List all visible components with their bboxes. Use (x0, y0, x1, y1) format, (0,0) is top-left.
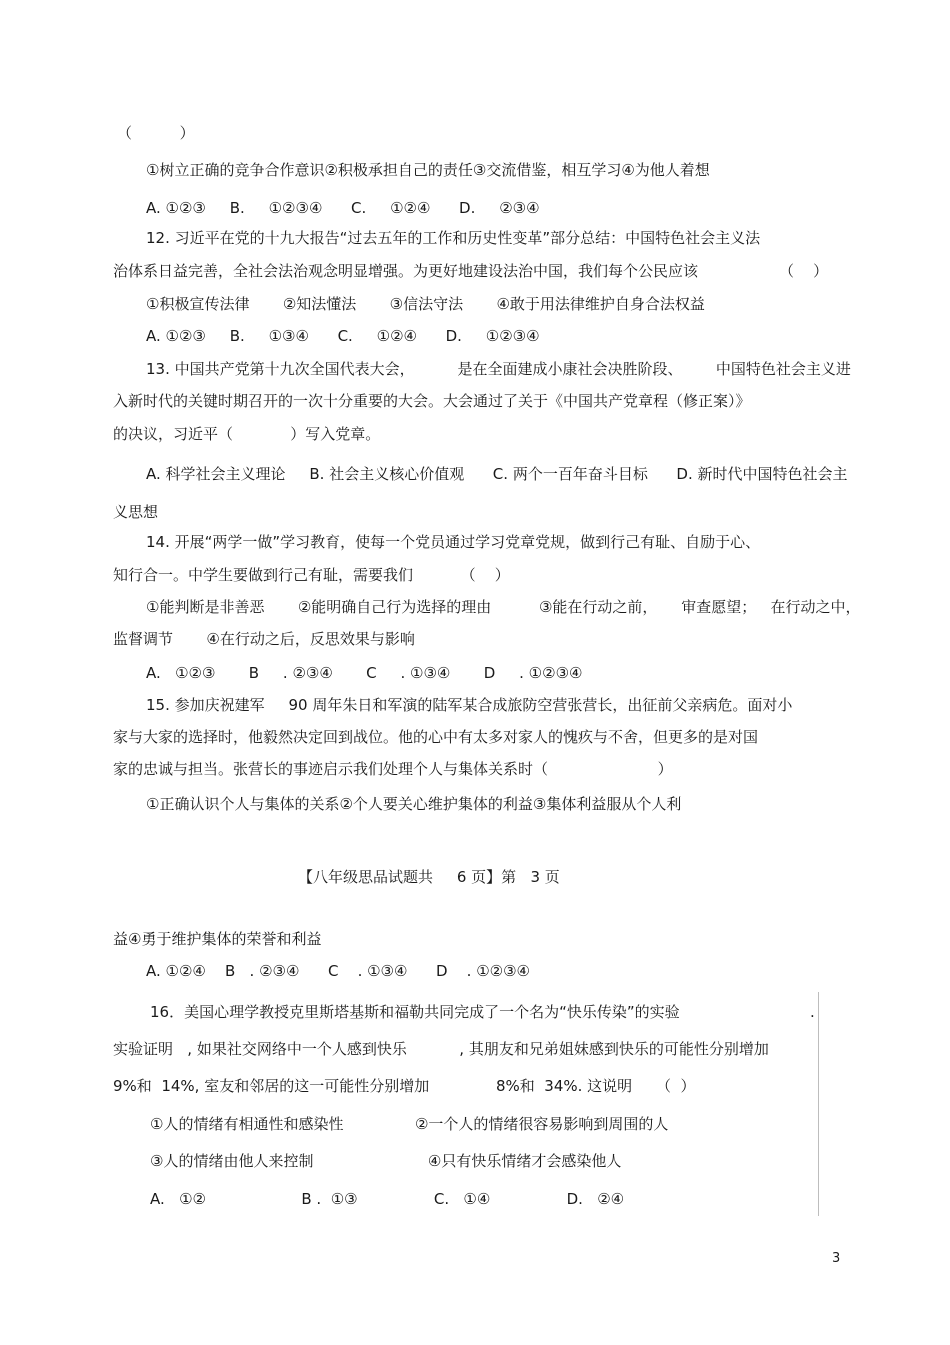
q12-statements: ①积极宣传法律 ②知法懂法 ③信法守法 ④敢于用法律维护自身合法权益 (146, 295, 705, 313)
q16-stem-dot: . (810, 1003, 815, 1021)
page-footer: 【八年级思品试题共 6 页】第 3 页 (298, 868, 560, 886)
q16-stem-line1: 16．美国心理学教授克里斯塔基斯和福勒共同完成了一个名为“快乐传染”的实验 (150, 1003, 680, 1021)
q11-options: A. ①②③ B. ①②③④ C. ①②④ D. ②③④ (146, 199, 540, 217)
page-number: 3 (832, 1251, 841, 1266)
answer-blank-q11: （ ） (117, 124, 195, 142)
q16-statements-line1: ①人的情绪有相通性和感染性 ②一个人的情绪很容易影响到周围的人 (150, 1115, 669, 1133)
q16-stem-line3: 9%和 14%, 室友和邻居的这一可能性分别增加 8%和 34%. 这说明 （ ） (113, 1077, 696, 1095)
frame-border (818, 992, 819, 1216)
q13-stem-line1: 13. 中国共产党第十九次全国代表大会， 是在全面建成小康社会决胜阶段、 中国特色社会主义进 (146, 360, 851, 378)
q15-stem-line1: 15. 参加庆祝建军 90 周年朱日和军演的陆军某合成旅防空营张营长，出征前父亲病危。面对小 (146, 696, 793, 714)
q15-statements-line2: 益④勇于维护集体的荣誉和利益 (113, 930, 322, 948)
q14-statements-line1: ①能判断是非善恶 ②能明确自己行为选择的理由 ③能在行动之前， 审查愿望； 在行动之中， (146, 598, 861, 616)
q14-stem-line1: 14. 开展“两学一做”学习教育，使每一个党员通过学习党章党规，做到行己有耻、自励于心、 (146, 533, 761, 551)
q12-options: A. ①②③ B. ①③④ C. ①②④ D. ①②③④ (146, 327, 540, 345)
q15-options: A. ①②④ B . ②③④ C . ①③④ D . ①②③④ (146, 962, 531, 980)
q12-stem-line2: 治体系日益完善，全社会法治观念明显增强。为更好地建设法治中国，我们每个公民应该 （ ） (113, 262, 829, 280)
q14-statements-line2: 监督调节 ④在行动之后，反思效果与影响 (113, 630, 415, 648)
q15-statements-line1: ①正确认识个人与集体的关系②个人要关心维护集体的利益③集体利益服从个人利 (146, 795, 682, 813)
q14-stem-line2: 知行合一。中学生要做到行己有耻，需要我们 （ ） (113, 566, 510, 584)
q16-statements-line2: ③人的情绪由他人来控制 ④只有快乐情绪才会感染他人 (150, 1152, 622, 1170)
q14-options: A. ①②③ B . ②③④ C . ①③④ D . ①②③④ (146, 664, 583, 682)
q13-options-cont: 义思想 (113, 503, 159, 521)
q13-stem-line2: 入新时代的关键时期召开的一次十分重要的大会。大会通过了关于《中国共产党章程（修正案）》 (113, 392, 751, 410)
q15-stem-line2: 家与大家的选择时，他毅然决定回到战位。他的心中有太多对家人的愧疚与不舍，但更多的是对国 (113, 728, 759, 746)
q13-options: A. 科学社会主义理论 B. 社会主义核心价值观 C. 两个一百年奋斗目标 D. 新时代中国特色社会主 (146, 465, 848, 483)
q15-stem-line3: 家的忠诚与担当。张营长的事迹启示我们处理个人与集体关系时（ ） (113, 760, 673, 778)
q13-stem-line3: 的决议，习近平（ ）写入党章。 (113, 425, 381, 443)
q16-options: A. ①② B . ①③ C. ①④ D. ②④ (150, 1190, 625, 1208)
q12-stem-line1: 12. 习近平在党的十九大报告“过去五年的工作和历史性变革”部分总结：中国特色社会主义法 (146, 229, 761, 247)
q11-statements: ①树立正确的竞争合作意识②积极承担自己的责任③交流借鉴，相互学习④为他人着想 (146, 161, 710, 179)
q16-stem-line2: 实验证明 , 如果社交网络中一个人感到快乐 , 其朋友和兄弟姐妹感到快乐的可能性分别增加 (113, 1040, 769, 1058)
